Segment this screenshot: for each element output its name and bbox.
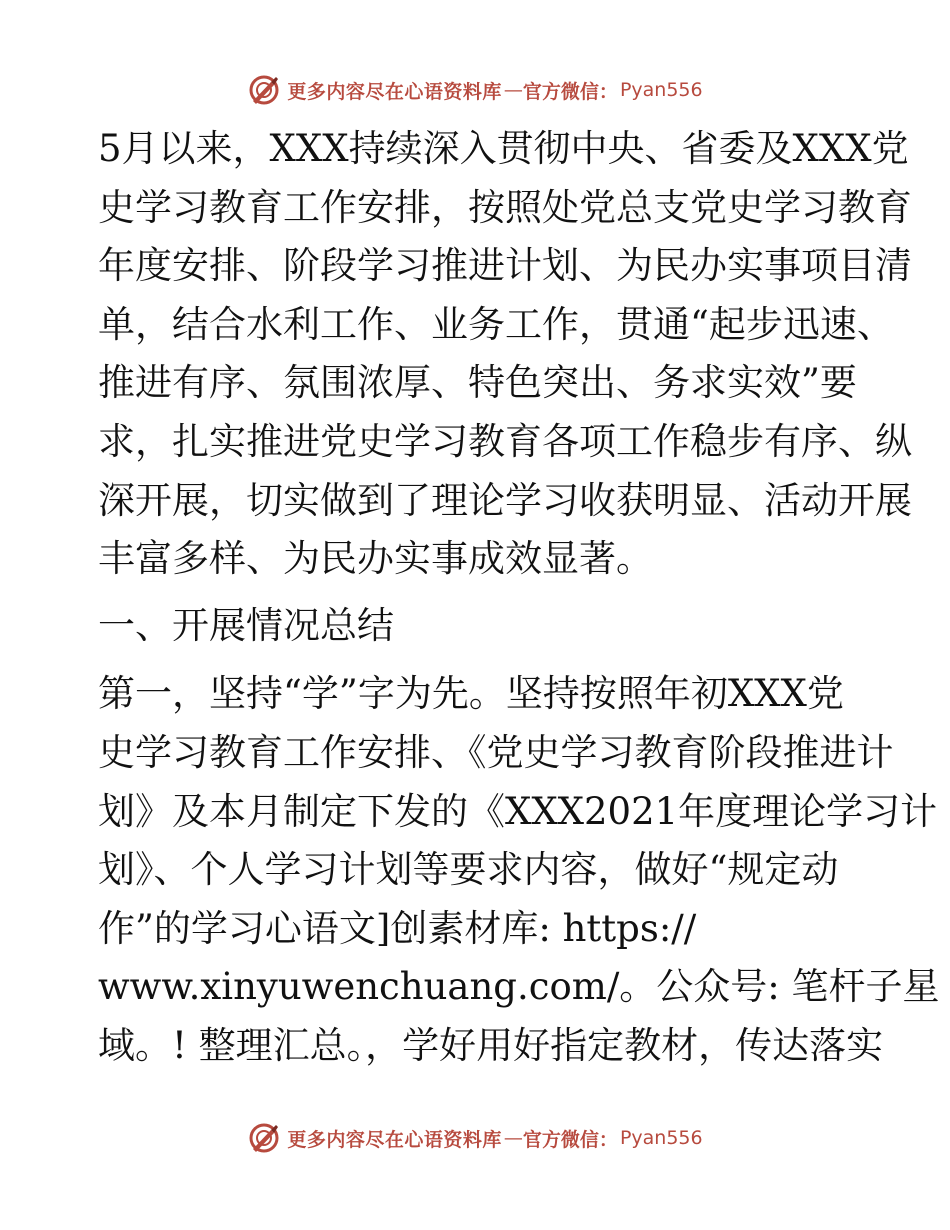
text-line: 5月以来，XXX持续深入贯彻中央、省委及XXX党 xyxy=(98,127,909,170)
banner-wechat-label: 官方微信： xyxy=(522,80,618,103)
banner-wechat-handle: Pyan556 xyxy=(619,79,703,101)
text-line: 第一，坚持“学”字为先。坚持按照年初XXX党 xyxy=(98,672,844,716)
text-line: 域。! 整理汇总。，学好用好指定教材，传达落实 xyxy=(98,1023,884,1067)
banner-dash: — xyxy=(503,1127,521,1149)
banner-brand-text: 更多内容尽在心语资料库 xyxy=(287,80,502,103)
text-line: 求，扎实推进党史学习教育各项工作稳步有序、纵 xyxy=(98,419,912,463)
text-line: 作”的学习心语文]创素材库: https:// xyxy=(98,906,697,950)
banner-wechat-label: 官方微信： xyxy=(522,1128,618,1151)
document-body xyxy=(98,120,940,1076)
brand-logo-icon xyxy=(247,73,281,107)
text-line: 深开展，切实做到了理论学习收获明显、活动开展 xyxy=(98,478,912,522)
text-line: 单，结合水利工作、业务工作，贯通“起步迅速、 xyxy=(98,302,894,346)
text-line: 推进有序、氛围浓厚、特色突出、务求实效”要 xyxy=(98,361,857,405)
brand-logo-icon xyxy=(247,1121,281,1155)
paragraph-spacer xyxy=(98,655,858,665)
text-line: www.xinyuwenchuang.com/。公众号: 笔杆子星 xyxy=(98,965,940,1009)
text-line: 年度安排、阶段学习推进计划、为民办实事项目清 xyxy=(98,244,912,288)
footer-banner xyxy=(0,1118,950,1158)
text-line: 丰富多样、为民办实事成效显著。 xyxy=(98,537,653,581)
section-heading xyxy=(98,597,858,656)
paragraph-intro xyxy=(98,120,912,589)
heading-text: 一、开展情况总结 xyxy=(98,603,394,647)
banner-brand-text: 更多内容尽在心语资料库 xyxy=(287,1128,502,1151)
banner-wechat-handle: Pyan556 xyxy=(619,1127,703,1149)
text-line: 史学习教育工作安排，按照处党总支党史学习教育 xyxy=(98,185,912,229)
text-line: 史学习教育工作安排、《党史学习教育阶段推进计 xyxy=(98,730,894,774)
text-line: 划》、个人学习计划等要求内容，做好“规定动 xyxy=(98,848,839,892)
text-line: 划》及本月制定下发的《XXX2021年度理论学习计 xyxy=(98,789,938,833)
paragraph-first-point xyxy=(98,665,940,1075)
paragraph-spacer xyxy=(98,589,858,597)
banner-dash: — xyxy=(503,79,521,101)
header-banner xyxy=(0,70,950,110)
